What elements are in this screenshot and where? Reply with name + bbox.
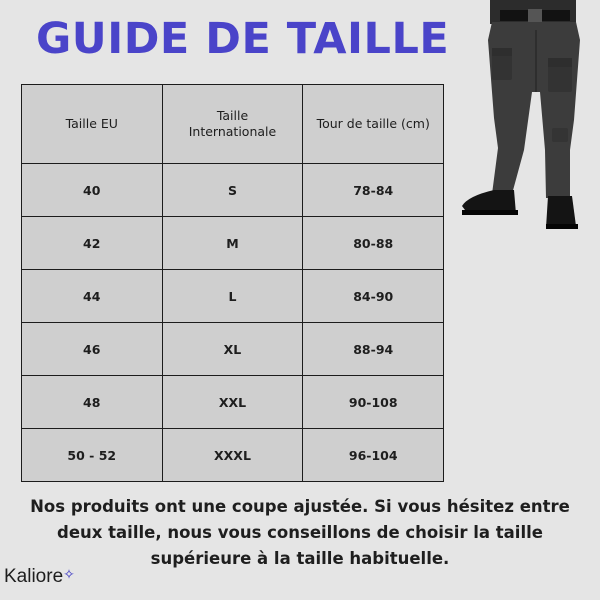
cell-international-size: M xyxy=(162,217,303,270)
cell-waist: 80-88 xyxy=(303,217,444,270)
brand-name: Kaliore xyxy=(4,566,64,587)
cell-eu-size: 50 - 52 xyxy=(22,429,163,482)
cell-eu-size: 46 xyxy=(22,323,163,376)
column-header-international-size: Taille Internationale xyxy=(162,85,303,164)
brand-logo xyxy=(4,566,75,588)
cell-waist: 78-84 xyxy=(303,164,444,217)
table-row xyxy=(22,164,444,217)
cell-waist: 96-104 xyxy=(303,429,444,482)
star-icon: ✧ xyxy=(63,566,75,582)
cell-waist: 84-90 xyxy=(303,270,444,323)
cell-eu-size: 48 xyxy=(22,376,163,429)
cell-international-size: XL xyxy=(162,323,303,376)
cell-waist: 90-108 xyxy=(303,376,444,429)
table-row xyxy=(22,376,444,429)
table-header-row xyxy=(22,85,444,164)
table-row xyxy=(22,323,444,376)
fit-advice-text: Nos produits ont une coupe ajustée. Si vous hésitez entre deux taille, nous vous conseillons de choisir la taille supérieure à la taille habituelle. xyxy=(30,497,570,568)
cell-international-size: XXL xyxy=(162,376,303,429)
table-row xyxy=(22,270,444,323)
size-table xyxy=(21,84,444,482)
cell-international-size: XXXL xyxy=(162,429,303,482)
cargo-pants-image xyxy=(448,0,600,240)
cell-eu-size: 40 xyxy=(22,164,163,217)
table-row xyxy=(22,429,444,482)
column-header-eu-size: Taille EU xyxy=(22,85,163,164)
page-title: GUIDE DE TAILLE xyxy=(36,14,450,64)
cell-eu-size: 44 xyxy=(22,270,163,323)
table-row xyxy=(22,217,444,270)
cell-waist: 88-94 xyxy=(303,323,444,376)
cell-international-size: S xyxy=(162,164,303,217)
cell-international-size: L xyxy=(162,270,303,323)
cell-eu-size: 42 xyxy=(22,217,163,270)
column-header-waist: Tour de taille (cm) xyxy=(303,85,444,164)
